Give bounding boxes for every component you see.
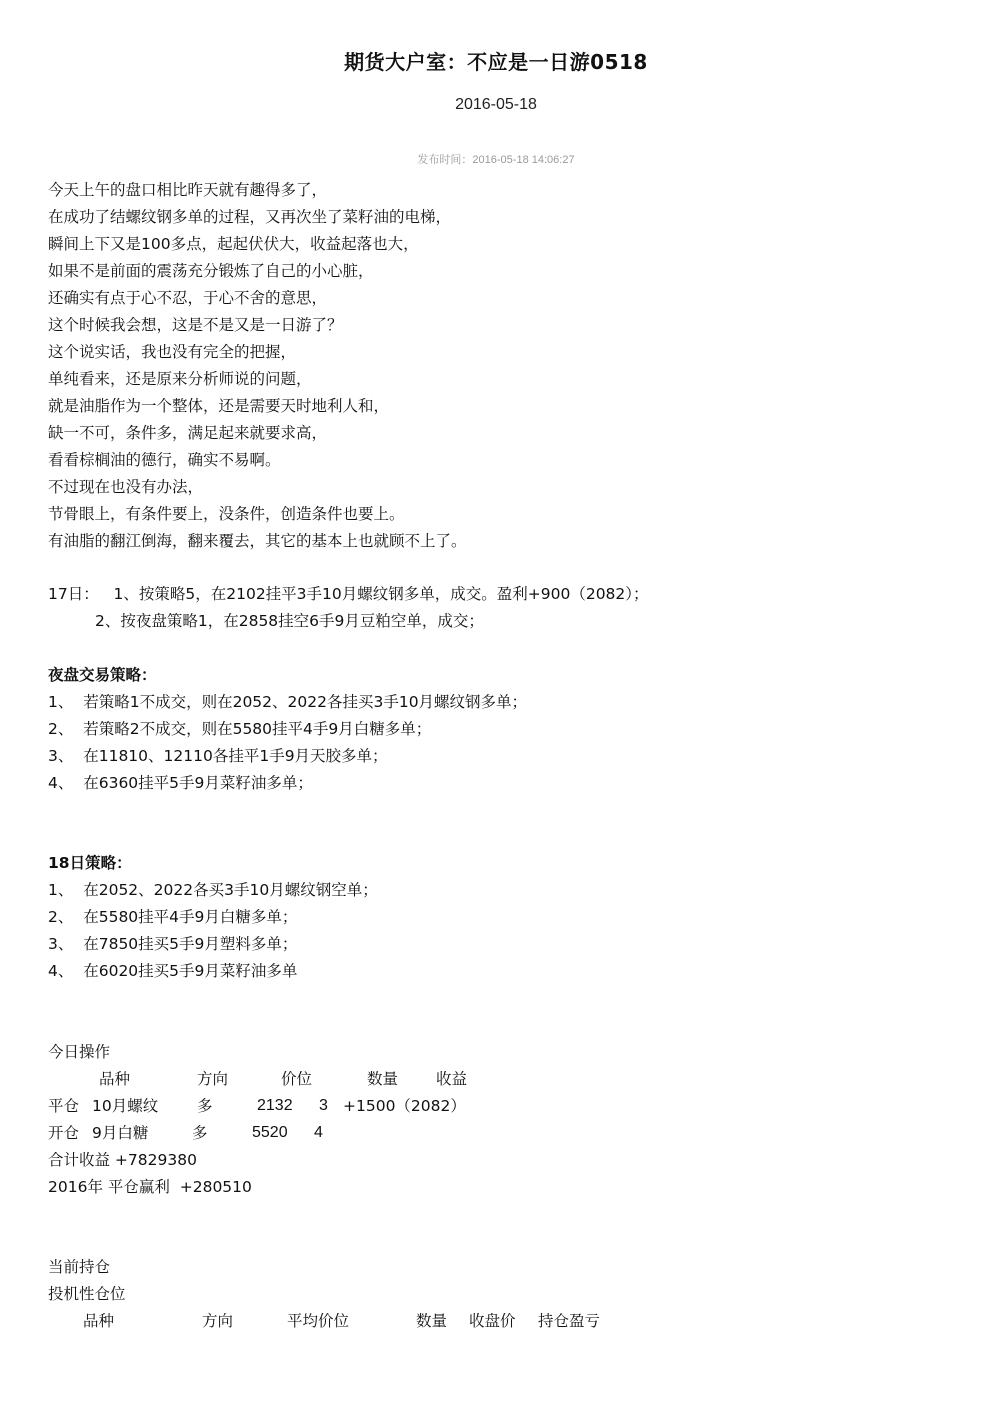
night-strategy-item: 4、 在6360挂平5手9月菜籽油多单； bbox=[48, 774, 313, 792]
intro-line: 今天上午的盘口相比昨天就有趣得多了， bbox=[48, 181, 328, 199]
ops-cell: 9月白糖 bbox=[92, 1124, 149, 1142]
day17-line1: 17日： 1、按策略5，在2102挂平3手10月螺纹钢多单，成交。盈利+900（2082）； bbox=[48, 585, 649, 603]
day18-strategy-item: 3、 在7850挂买5手9月塑料多单； bbox=[48, 935, 298, 953]
ops-col-header: 数量 bbox=[367, 1070, 399, 1088]
positions-heading: 当前持仓 bbox=[48, 1258, 111, 1276]
positions-col-header: 平均价位 bbox=[287, 1312, 350, 1330]
intro-line: 就是油脂作为一个整体，还是需要天时地利人和， bbox=[48, 397, 390, 415]
ops-cell: 2132 bbox=[257, 1097, 293, 1114]
positions-subheading: 投机性仓位 bbox=[48, 1285, 126, 1303]
intro-line: 有油脂的翻江倒海，翻来覆去，其它的基本上也就顾不上了。 bbox=[48, 532, 467, 550]
night-strategy-item: 2、 若策略2不成交，则在5580挂平4手9月白糖多单； bbox=[48, 720, 432, 738]
positions-col-header: 方向 bbox=[202, 1312, 234, 1330]
intro-line: 在成功了结螺纹钢多单的过程，又再次坐了菜籽油的电梯， bbox=[48, 208, 452, 226]
intro-line: 这个说实话，我也没有完全的把握， bbox=[48, 343, 297, 361]
positions-col-header: 品种 bbox=[83, 1312, 115, 1330]
day18-strategy-item: 4、 在6020挂买5手9月菜籽油多单 bbox=[48, 962, 298, 980]
day18-strategy-heading: 18日策略： bbox=[48, 854, 132, 872]
ops-col-header: 品种 bbox=[99, 1070, 131, 1088]
ops-cell: 开仓 bbox=[48, 1124, 80, 1142]
ops-col-header: 方向 bbox=[197, 1070, 229, 1088]
ops-cell: 10月螺纹 bbox=[92, 1097, 159, 1115]
intro-line: 这个时候我会想，这是不是又是一日游了？ bbox=[48, 316, 343, 334]
positions-col-header: 持仓盈亏 bbox=[538, 1312, 601, 1330]
ops-cell: 3 bbox=[319, 1097, 328, 1114]
night-strategy-heading: 夜盘交易策略： bbox=[48, 666, 157, 684]
total-profit: 合计收益 +7829380 bbox=[48, 1151, 197, 1169]
today-ops-heading: 今日操作 bbox=[48, 1043, 111, 1061]
ops-col-header: 价位 bbox=[281, 1070, 313, 1088]
intro-line: 如果不是前面的震荡充分锻炼了自己的小心脏， bbox=[48, 262, 374, 280]
intro-line: 不过现在也没有办法， bbox=[48, 478, 204, 496]
ops-cell: 多 bbox=[197, 1097, 213, 1115]
ops-cell: 5520 bbox=[252, 1124, 288, 1141]
year-profit: 2016年 平仓赢利 +280510 bbox=[48, 1178, 252, 1196]
publish-time: 发布时间：2016-05-18 14:06:27 bbox=[417, 154, 575, 166]
intro-line: 单纯看来，还是原来分析师说的问题， bbox=[48, 370, 312, 388]
intro-line: 节骨眼上，有条件要上，没条件，创造条件也要上。 bbox=[48, 505, 405, 523]
ops-cell: 平仓 bbox=[48, 1097, 80, 1115]
positions-col-header: 数量 bbox=[416, 1312, 448, 1330]
ops-cell: 多 bbox=[192, 1124, 208, 1142]
intro-line: 瞬间上下又是100多点，起起伏伏大，收益起落也大， bbox=[48, 235, 419, 253]
article-title: 期货大户室：不应是一日游0518 bbox=[344, 50, 648, 74]
intro-line: 还确实有点于心不忍，于心不舍的意思， bbox=[48, 289, 328, 307]
day17-line2: 2、按夜盘策略1，在2858挂空6手9月豆粕空单，成交； bbox=[95, 612, 484, 630]
intro-line: 看看棕榈油的德行，确实不易啊。 bbox=[48, 451, 281, 469]
day18-strategy-item: 2、 在5580挂平4手9月白糖多单； bbox=[48, 908, 298, 926]
positions-col-header: 收盘价 bbox=[469, 1312, 516, 1330]
intro-line: 缺一不可，条件多，满足起来就要求高， bbox=[48, 424, 328, 442]
day18-strategy-item: 1、 在2052、2022各买3手10月螺纹钢空单； bbox=[48, 881, 378, 899]
night-strategy-item: 3、 在11810、12110各挂平1手9月天胶多单； bbox=[48, 747, 388, 765]
ops-cell: 4 bbox=[314, 1124, 323, 1141]
ops-col-header: 收益 bbox=[436, 1070, 468, 1088]
ops-cell: +1500（2082） bbox=[343, 1097, 466, 1115]
article-date: 2016-05-18 bbox=[455, 96, 537, 113]
night-strategy-item: 1、 若策略1不成交，则在2052、2022各挂买3手10月螺纹钢多单； bbox=[48, 693, 528, 711]
